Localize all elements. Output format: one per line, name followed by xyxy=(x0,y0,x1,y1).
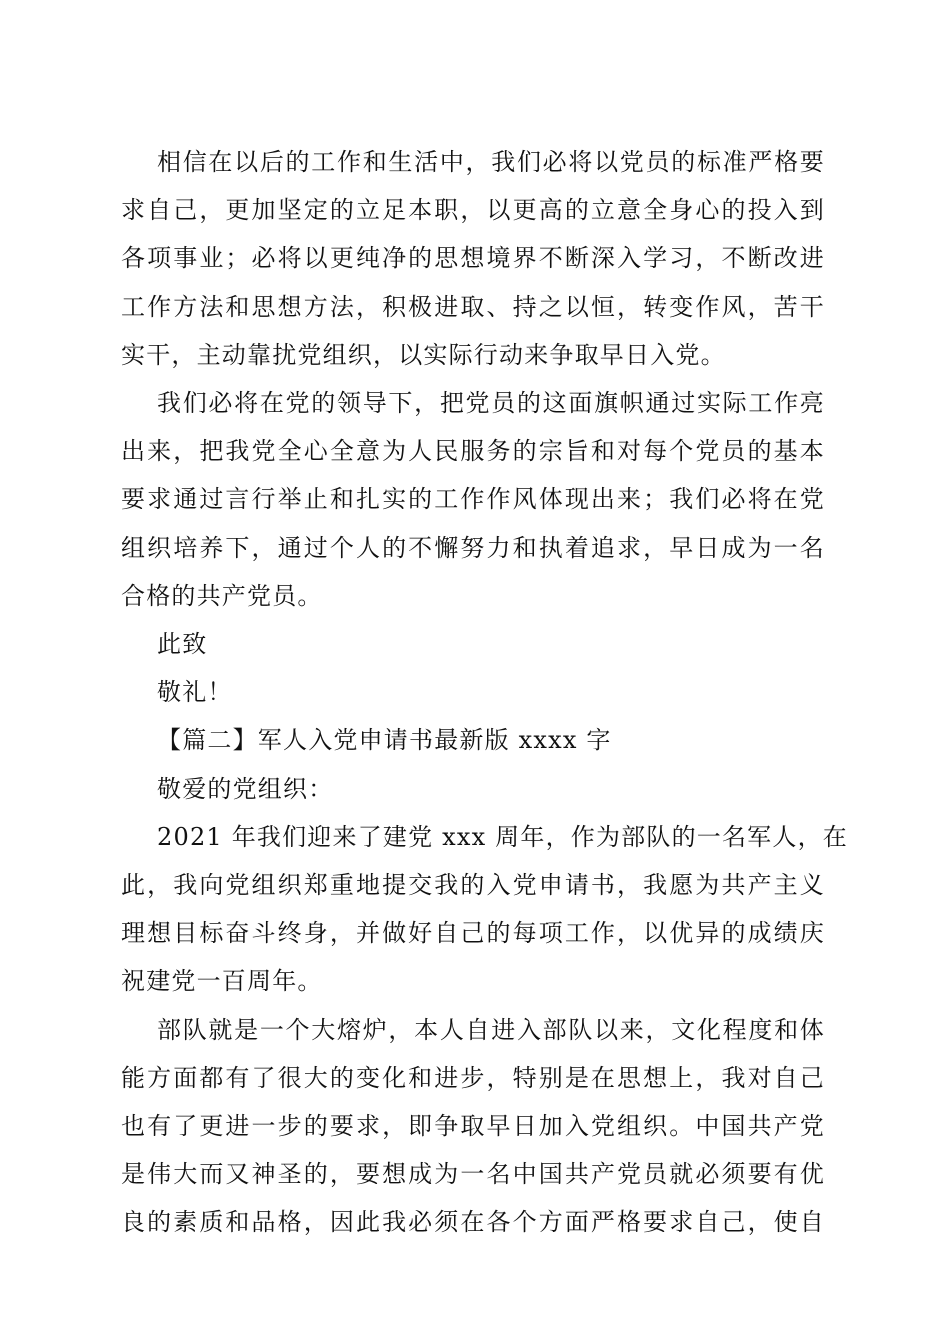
paragraph-line: 是伟大而又神圣的，要想成为一名中国共产党员就必须要有优 xyxy=(121,1160,825,1189)
paragraph-line: 要求通过言行举止和扎实的工作作风体现出来；我们必将在党 xyxy=(121,485,825,514)
paragraph-line: 2021 年我们迎来了建党 xxx 周年，作为部队的一名军人，在 xyxy=(157,822,848,851)
paragraph-1 xyxy=(121,138,825,379)
paragraph-line: 我们必将在党的领导下，把党员的这面旗帜通过实际工作亮 xyxy=(157,389,825,418)
paragraph-line: 合格的共产党员。 xyxy=(121,581,323,610)
closing-respectfully: 此致 xyxy=(157,630,208,659)
paragraph-line: 祝建党一百周年。 xyxy=(121,967,323,996)
paragraph-2 xyxy=(121,379,825,620)
section-title: 【篇二】军人入党申请书最新版 xxxx 字 xyxy=(157,726,612,755)
paragraph-line: 组织培养下，通过个人的不懈努力和执着追求，早日成为一名 xyxy=(121,533,825,562)
closing-salute: 敬礼！ xyxy=(157,678,233,707)
paragraph-line: 良的素质和品格，因此我必须在各个方面严格要求自己，使自 xyxy=(121,1208,825,1237)
paragraph-line: 理想目标奋斗终身，并做好自己的每项工作，以优异的成绩庆 xyxy=(121,919,825,948)
paragraph-line: 能方面都有了很大的变化和进步，特别是在思想上，我对自己 xyxy=(121,1063,825,1092)
paragraph-line: 各项事业；必将以更纯净的思想境界不断深入学习，不断改进 xyxy=(121,244,825,273)
paragraph-3 xyxy=(121,813,848,1006)
paragraph-line: 工作方法和思想方法，积极进取、持之以恒，转变作风，苦干 xyxy=(121,292,825,321)
document-body xyxy=(121,138,848,1247)
paragraph-line: 实干，主动靠扰党组织，以实际行动来争取早日入党。 xyxy=(121,340,726,369)
paragraph-line: 此，我向党组织郑重地提交我的入党申请书，我愿为共产主义 xyxy=(121,871,825,900)
paragraph-line: 相信在以后的工作和生活中，我们必将以党员的标准严格要 xyxy=(157,148,825,176)
paragraph-4 xyxy=(121,1006,825,1247)
paragraph-line: 求自己，更加坚定的立足本职，以更高的立意全身心的投入到 xyxy=(121,196,825,225)
salutation: 敬爱的党组织： xyxy=(157,774,334,803)
paragraph-line: 出来，把我党全心全意为人民服务的宗旨和对每个党员的基本 xyxy=(121,437,825,466)
paragraph-line: 也有了更进一步的要求，即争取早日加入党组织。中国共产党 xyxy=(121,1112,825,1141)
paragraph-line: 部队就是一个大熔炉，本人自进入部队以来，文化程度和体 xyxy=(157,1015,825,1044)
